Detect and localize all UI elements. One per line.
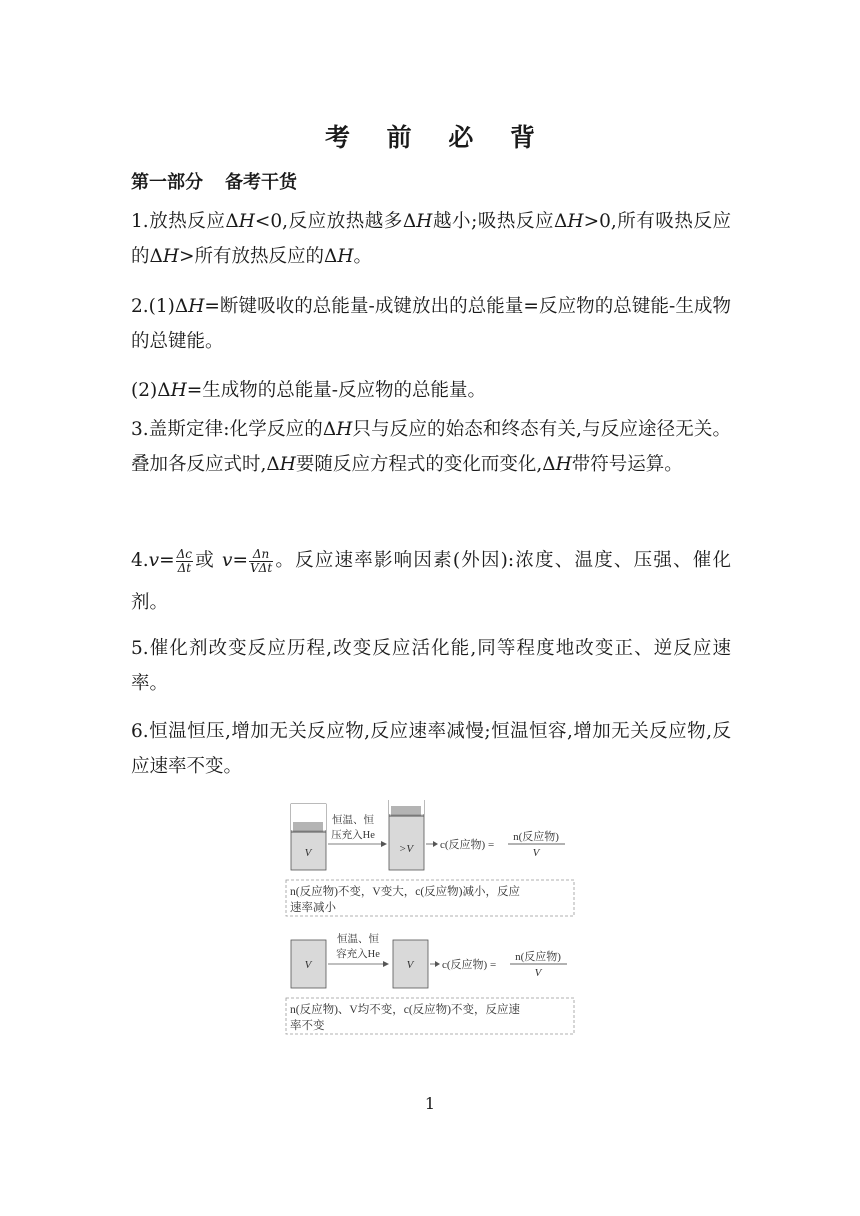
text: =	[232, 550, 249, 571]
numerator: Δc	[176, 546, 193, 561]
section-name: 备考干货	[225, 172, 297, 193]
text: 5.催化剂改变反应历程,改变反应活化能,同等程度地改变正、逆反应速率。	[131, 638, 731, 694]
arrow-head	[435, 961, 440, 967]
bottom-diagram	[286, 932, 574, 1034]
he-addition-figure	[283, 800, 583, 1040]
top-diagram	[286, 800, 574, 916]
symbol-h: H	[188, 296, 205, 317]
note-text: n(反应物)不变，V变大，c(反应物)减小，反应	[290, 886, 520, 898]
numerator: Δn	[249, 548, 273, 562]
item-6	[131, 714, 731, 784]
text: 要随反应方程式的变化而变化,Δ	[295, 454, 556, 475]
fraction-denominator: V	[532, 847, 540, 859]
text: =断键吸收的总能量-成键放出的总能量=反应物的总键能-生成物的总键能。	[131, 296, 731, 352]
symbol-h: H	[170, 380, 187, 401]
text: (2)Δ	[131, 380, 171, 401]
symbol-h: H	[279, 454, 296, 475]
page-number: 1	[424, 1094, 436, 1113]
fraction-dn-vdt	[249, 548, 273, 575]
page-title: 考 前 必 背	[324, 123, 550, 152]
text: 带符号运算。	[571, 454, 683, 475]
arrow-head	[433, 841, 438, 847]
text: <0,反应放热越多Δ	[254, 211, 417, 232]
text: 。	[353, 246, 373, 267]
text: 。反应速率影响因素(外因):浓度、温度、压强、催化剂。	[131, 550, 731, 613]
container-label: V	[304, 959, 312, 971]
piston-lines	[294, 822, 322, 832]
symbol-h: H	[567, 211, 584, 232]
text: 越小;吸热反应Δ	[432, 211, 568, 232]
arrow-label: 恒温、恒	[337, 934, 379, 945]
text: 2.(1)Δ	[131, 296, 189, 317]
container-label: >V	[398, 843, 414, 855]
symbol-h: H	[336, 419, 353, 440]
arrow-head	[383, 961, 389, 967]
text: =	[159, 550, 175, 571]
section-heading	[131, 168, 297, 194]
item-1	[131, 204, 731, 274]
symbol-v: v	[222, 550, 233, 571]
denominator: VΔt	[250, 560, 273, 575]
container-label: V	[304, 847, 312, 859]
symbol-v: v	[148, 550, 160, 571]
text: 只与反应的始态和终态有关,与反应途径无关。叠加各反应式时,Δ	[131, 419, 731, 475]
fraction-numerator: n(反应物)	[515, 951, 561, 963]
item-2-2	[131, 373, 731, 408]
denominator: Δt	[177, 560, 192, 575]
arrow-label: 压充入He	[331, 830, 375, 841]
symbol-h: H	[162, 246, 180, 267]
note-text: n(反应物)、V均不变，c(反应物)不变，反应速	[290, 1004, 520, 1016]
piston-lines	[392, 806, 420, 816]
item-2-1	[131, 289, 731, 359]
item-5	[131, 631, 731, 701]
symbol-h: H	[555, 454, 572, 475]
text: 或	[194, 550, 223, 571]
text: =生成物的总能量-反应物的总能量。	[186, 380, 486, 401]
text: 1.放热反应Δ	[131, 211, 239, 232]
symbol-h: H	[238, 211, 255, 232]
text: >所有放热反应的Δ	[179, 246, 338, 267]
concentration-expression: c(反应物) =	[440, 839, 495, 851]
fraction-dc-dt	[176, 548, 193, 575]
text: 3.盖斯定律:化学反应的Δ	[131, 419, 337, 440]
arrow-label: 容充入He	[336, 949, 380, 960]
item-3	[131, 412, 731, 482]
text: >0,所有吸热反应的Δ	[131, 211, 732, 267]
arrow-head	[381, 841, 387, 847]
text: 4.	[131, 550, 149, 571]
fraction-denominator: V	[534, 967, 542, 979]
note-text: 率不变	[290, 1020, 325, 1032]
symbol-h: H	[337, 246, 354, 267]
fraction-numerator: n(反应物)	[513, 831, 559, 843]
section-part: 第一部分	[131, 172, 203, 193]
container-label: V	[406, 959, 414, 971]
symbol-h: H	[416, 211, 433, 232]
concentration-expression: c(反应物) =	[442, 959, 497, 971]
text: 6.恒温恒压,增加无关反应物,反应速率减慢;恒温恒容,增加无关反应物,反应速率不变。	[131, 721, 731, 777]
note-text: 速率减小	[290, 902, 336, 914]
item-4	[131, 540, 731, 624]
arrow-label: 恒温、恒	[332, 815, 374, 826]
